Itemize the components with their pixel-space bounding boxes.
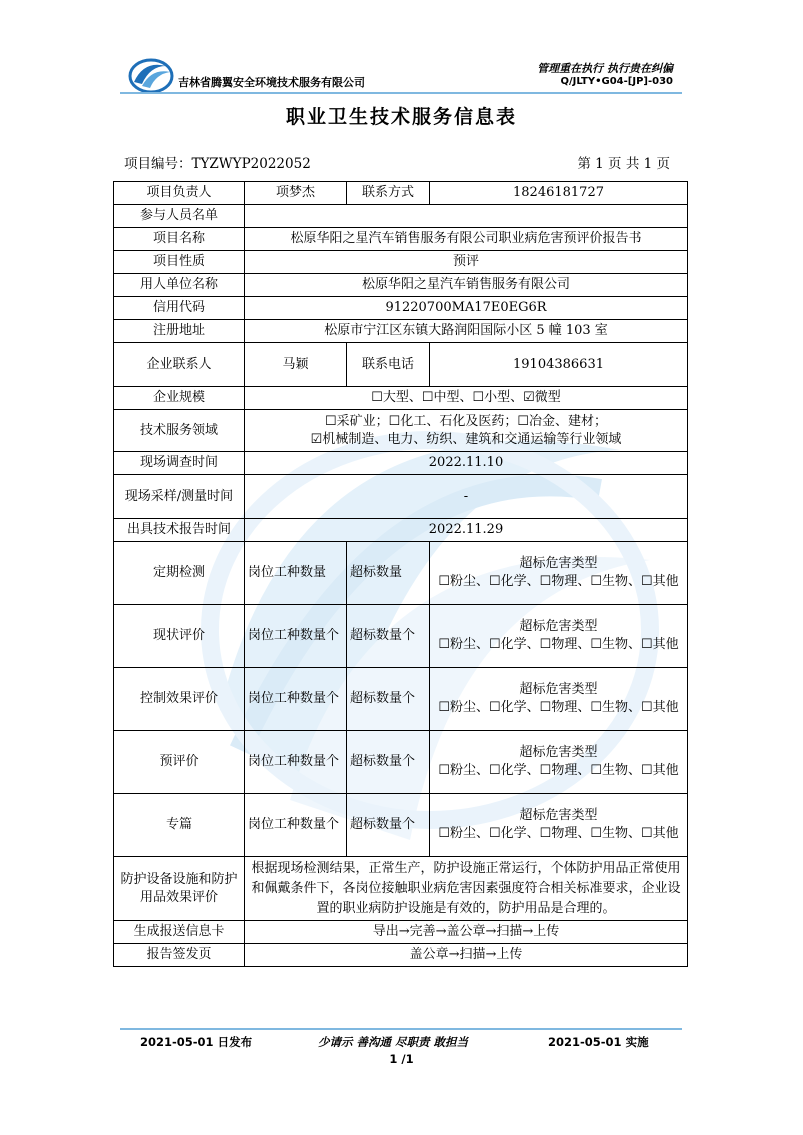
- table-row: [114, 182, 688, 205]
- table-row: [114, 297, 688, 320]
- sampling-time-value: -: [245, 475, 688, 519]
- eval-hazard: [430, 794, 688, 857]
- contact-value: 18246181727: [430, 182, 688, 205]
- table-row: [114, 205, 688, 228]
- company-logo-icon: [128, 54, 174, 96]
- header-divider: [120, 92, 682, 94]
- leader-value: 项梦杰: [245, 182, 347, 205]
- page-number: 1 /1: [389, 1052, 414, 1066]
- eval-over: 超标数量: [347, 542, 430, 605]
- table-row: [114, 251, 688, 274]
- eval-posts: 岗位工种数量个: [245, 668, 347, 731]
- phone-label: 联系电话: [347, 343, 430, 387]
- hazard-options: ☐粉尘、☐化学、☐物理、☐生物、☐其他: [438, 763, 679, 778]
- eval-posts: 岗位工种数量个: [245, 605, 347, 668]
- issue-date: 2021-05-01 日发布: [140, 1035, 253, 1049]
- eval-over: 超标数量个: [347, 668, 430, 731]
- table-row: [114, 542, 688, 605]
- table-row: [114, 387, 688, 410]
- corp-contact-label: 企业联系人: [114, 343, 245, 387]
- hazard-title: 超标危害类型: [519, 745, 598, 760]
- effective-date: 2021-05-01 实施: [548, 1035, 649, 1049]
- table-row: [114, 228, 688, 251]
- hazard-title: 超标危害类型: [519, 682, 598, 697]
- project-nature-label: 项目性质: [114, 251, 245, 274]
- info-card-label: 生成报送信息卡: [114, 921, 245, 944]
- hazard-options: ☐粉尘、☐化学、☐物理、☐生物、☐其他: [438, 700, 679, 715]
- employer-value: 松原华阳之星汽车销售服务有限公司: [245, 274, 688, 297]
- eval-row-label: 预评价: [114, 731, 245, 794]
- table-row: [114, 410, 688, 452]
- footer-motto: 少请示 善沟通 尽职责 敢担当: [318, 1035, 469, 1049]
- table-row: [114, 731, 688, 794]
- header-slogan: 管理重在执行 执行贵在纠偏: [537, 62, 673, 75]
- project-name-label: 项目名称: [114, 228, 245, 251]
- eval-over: 超标数量个: [347, 794, 430, 857]
- protection-value: 根据现场检测结果，正常生产，防护设施正常运行，个体防护用品正常使用和佩戴条件下，各岗位接触职业病危害因素强度符合相关标准要求，企业设置的职业病防护设施是有效的，防护用品是合理的。: [245, 857, 688, 921]
- eval-hazard: [430, 731, 688, 794]
- eval-posts: 岗位工种数量: [245, 542, 347, 605]
- participants-value: [245, 205, 688, 228]
- scale-label: 企业规模: [114, 387, 245, 410]
- project-name-value: 松原华阳之星汽车销售服务有限公司职业病危害预评价报告书: [245, 228, 688, 251]
- address-value: 松原市宁江区东镇大路润阳国际小区 5 幢 103 室: [245, 320, 688, 343]
- eval-hazard: [430, 542, 688, 605]
- info-table: [113, 181, 688, 967]
- table-row: [114, 921, 688, 944]
- leader-label: 项目负责人: [114, 182, 245, 205]
- project-number: 项目编号：TYZWYP2022052: [124, 156, 311, 172]
- table-row: [114, 343, 688, 387]
- table-row: [114, 944, 688, 967]
- corp-contact-value: 马颖: [245, 343, 347, 387]
- hazard-title: 超标危害类型: [519, 619, 598, 634]
- eval-over: 超标数量个: [347, 605, 430, 668]
- service-field-line1: ☐采矿业；☐化工、石化及医药；☐冶金、建材；: [325, 413, 607, 429]
- document-code: Q/JLTY•G04-[JP]-030: [560, 76, 673, 87]
- phone-value: 19104386631: [430, 343, 688, 387]
- service-field-line2: ☑机械制造、电力、纺织、建筑和交通运输等行业领域: [310, 431, 622, 447]
- employer-label: 用人单位名称: [114, 274, 245, 297]
- credit-code-value: 91220700MA17E0EG6R: [245, 297, 688, 320]
- address-label: 注册地址: [114, 320, 245, 343]
- page-title: 职业卫生技术服务信息表: [285, 106, 517, 128]
- table-row: [114, 320, 688, 343]
- scale-value: ☐大型、☐中型、☐小型、☑微型: [245, 387, 688, 410]
- table-row: [114, 274, 688, 297]
- eval-posts: 岗位工种数量个: [245, 794, 347, 857]
- page-info: 第 1 页 共 1 页: [577, 156, 670, 172]
- sign-page-label: 报告签发页: [114, 944, 245, 967]
- service-field-label: 技术服务领域: [114, 410, 245, 452]
- table-row: [114, 475, 688, 519]
- table-row: [114, 668, 688, 731]
- eval-row-label: 专篇: [114, 794, 245, 857]
- hazard-title: 超标危害类型: [519, 808, 598, 823]
- participants-label: 参与人员名单: [114, 205, 245, 228]
- eval-row-label: 现状评价: [114, 605, 245, 668]
- survey-time-label: 现场调查时间: [114, 452, 245, 475]
- info-card-value: 导出→完善→盖公章→扫描→上传: [245, 921, 688, 944]
- service-field-value: [245, 410, 688, 452]
- project-nature-value: 预评: [245, 251, 688, 274]
- eval-over: 超标数量个: [347, 731, 430, 794]
- eval-posts: 岗位工种数量个: [245, 731, 347, 794]
- sign-page-value: 盖公章→扫描→上传: [245, 944, 688, 967]
- sampling-time-label: 现场采样/测量时间: [114, 475, 245, 519]
- hazard-options: ☐粉尘、☐化学、☐物理、☐生物、☐其他: [438, 637, 679, 652]
- report-time-value: 2022.11.29: [245, 519, 688, 542]
- report-time-label: 出具技术报告时间: [114, 519, 245, 542]
- table-row: [114, 794, 688, 857]
- company-name: 吉林省腾翼安全环境技术服务有限公司: [178, 76, 365, 89]
- hazard-title: 超标危害类型: [519, 556, 598, 571]
- credit-code-label: 信用代码: [114, 297, 245, 320]
- survey-time-value: 2022.11.10: [245, 452, 688, 475]
- eval-row-label: 控制效果评价: [114, 668, 245, 731]
- table-row: [114, 452, 688, 475]
- footer-divider: [120, 1028, 682, 1030]
- table-row: [114, 857, 688, 921]
- eval-hazard: [430, 605, 688, 668]
- table-row: [114, 519, 688, 542]
- hazard-options: ☐粉尘、☐化学、☐物理、☐生物、☐其他: [438, 574, 679, 589]
- eval-row-label: 定期检测: [114, 542, 245, 605]
- table-row: [114, 605, 688, 668]
- contact-label: 联系方式: [347, 182, 430, 205]
- eval-hazard: [430, 668, 688, 731]
- hazard-options: ☐粉尘、☐化学、☐物理、☐生物、☐其他: [438, 826, 679, 841]
- protection-label: 防护设备设施和防护用品效果评价: [114, 857, 245, 921]
